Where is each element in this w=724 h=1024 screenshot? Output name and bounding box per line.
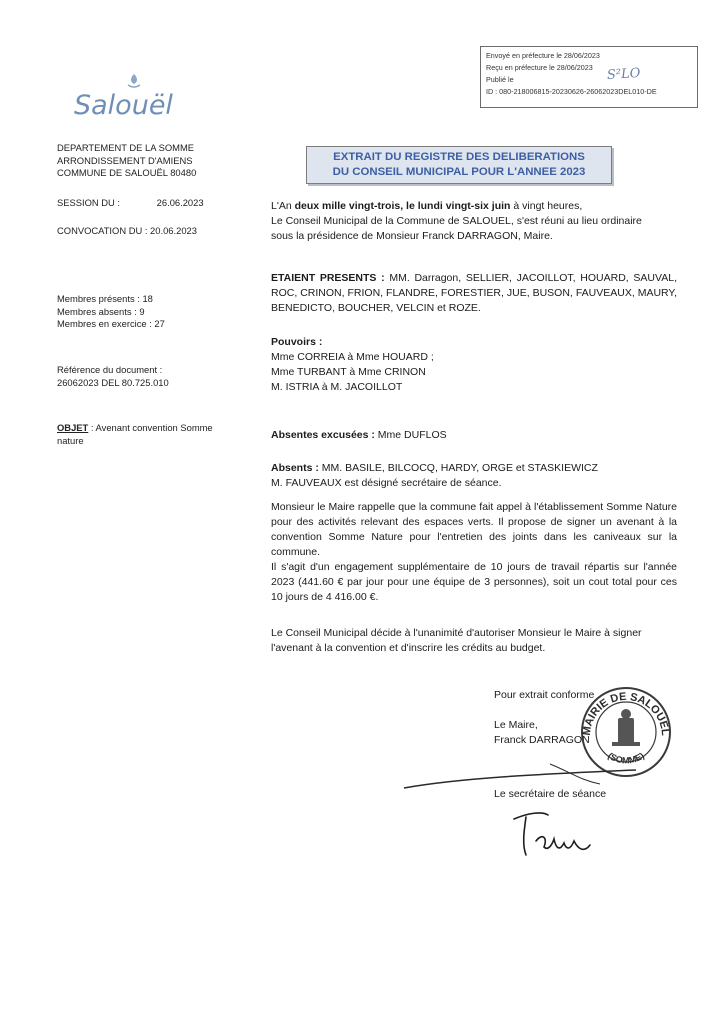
- pouvoir-item: M. ISTRIA à M. JACOILLOT: [271, 381, 403, 393]
- prefecture-box: [480, 46, 698, 108]
- absents-block: [271, 461, 677, 491]
- pouvoir-item: Mme TURBANT à Mme CRINON: [271, 366, 426, 378]
- objet-text: : Avenant convention Somme nature: [57, 422, 213, 446]
- prefecture-id: ID : 080-218006815-20230626-26062023DEL010-DE: [486, 87, 657, 96]
- presents-list: MM. Darragon, SELLIER, JACOILLOT, HOUARD, SAUVAL, ROC, CRINON, FRION, FLANDRE, FORESTIER, JUE, BUSON, FAUVEAUX, MAURY, BENEDICTO, BOUCHER, VELCIN et ROZE.: [271, 272, 677, 314]
- extract-conform: Pour extrait conforme: [494, 689, 595, 701]
- session-date: 26.06.2023: [156, 197, 204, 208]
- session-line: [57, 197, 204, 210]
- secretary-label: Le secrétaire de séance: [494, 788, 607, 800]
- excusees-label: Absentes excusées :: [271, 429, 375, 441]
- prefecture-published: Publié le: [486, 75, 514, 84]
- excusees-text: Mme DUFLOS: [374, 429, 447, 441]
- seal-top-text: MAIRIE DE SALOUEL: [580, 690, 672, 737]
- seal-bottom-text: (SOMME): [606, 750, 646, 766]
- intro-line-2: Le Conseil Municipal de la Commune de SALOUEL, s'est réuni au lieu ordinaire: [271, 215, 642, 227]
- mayor-name: Franck DARRAGON: [494, 734, 590, 746]
- reference-block: [57, 364, 169, 389]
- prefecture-sent: Envoyé en préfecture le 28/06/2023: [486, 51, 600, 60]
- body-paragraph-1: Monsieur le Maire rappelle que la commune fait appel à l'établissement Somme Nature pour des activités relevant des espaces verts. Il propose de signer un avenant à la convention Somme Nature pour l'entretien des joints dans les caniveaux sur la commune.: [271, 501, 677, 558]
- logo-mark-icon: [124, 72, 144, 92]
- dept-line-1: DEPARTEMENT DE LA SOMME: [57, 142, 195, 153]
- title-line-2: DU CONSEIL MUNICIPAL POUR L'ANNEE 2023: [332, 166, 586, 178]
- convocation-line: CONVOCATION DU : 20.06.2023: [57, 225, 197, 236]
- members-absent: Membres absents : 9: [57, 305, 145, 317]
- department-block: [57, 142, 196, 180]
- deliberation-body: [271, 500, 677, 605]
- decision-paragraph: Le Conseil Municipal décide à l'unanimité d'autoriser Monsieur le Maire à signer l'avenant à la convention et d'inscrire les crédits au budget.: [271, 627, 642, 654]
- logo-text: Salouël: [74, 90, 173, 121]
- intro-date: deux mille vingt-trois, le lundi vingt-six juin: [294, 200, 511, 212]
- absents-text: MM. BASILE, BILCOCQ, HARDY, ORGE et STASKIEWICZ: [318, 462, 598, 474]
- reference-label: Référence du document :: [57, 364, 163, 375]
- intro-paragraph: [271, 199, 677, 244]
- dept-line-2: ARRONDISSEMENT D'AMIENS: [57, 154, 193, 166]
- members-block: [57, 293, 165, 331]
- objet-label: OBJET: [57, 422, 89, 433]
- pouvoir-item: Mme CORREIA à Mme HOUARD ;: [271, 351, 434, 363]
- document-title: [306, 146, 612, 184]
- absents-label: Absents :: [271, 462, 319, 474]
- pouvoirs-label: Pouvoirs :: [271, 336, 323, 348]
- presents-label: ETAIENT PRESENTS :: [271, 272, 385, 284]
- prefecture-handwritten-stamp: S²LO: [606, 65, 641, 84]
- presents-paragraph: [271, 271, 677, 316]
- secretary-designation: M. FAUVEAUX est désigné secrétaire de séance.: [271, 477, 502, 489]
- reference-value: 26062023 DEL 80.725.010: [57, 376, 169, 388]
- prefecture-received: Reçu en préfecture le 28/06/2023: [486, 63, 593, 72]
- title-line-1: EXTRAIT DU REGISTRE DES DELIBERATIONS: [333, 151, 585, 163]
- intro-line-3: sous la présidence de Monsieur Franck DARRAGON, Maire.: [271, 230, 553, 242]
- intro-a: L'An: [271, 200, 295, 212]
- members-present: Membres présents : 18: [57, 293, 153, 304]
- intro-c: à vingt heures,: [510, 200, 583, 212]
- excusees-line: [271, 428, 677, 443]
- secretary-signature: [508, 805, 608, 865]
- seal-emblem-icon: [612, 709, 640, 746]
- dept-line-3: COMMUNE DE SALOUËL 80480: [57, 167, 197, 179]
- objet-block: [57, 422, 237, 447]
- mayor-title: Le Maire,: [494, 719, 538, 731]
- session-label: SESSION DU :: [57, 197, 121, 208]
- pouvoirs-block: [271, 335, 677, 395]
- body-paragraph-2: Il s'agit d'un engagement supplémentaire de 10 jours de travail répartis sur l'année 2023 (441.60 € par jour pour une équipe de 3 personnes), soit un cout total pour ces 10 jours de 4 416.00 €.: [271, 561, 677, 603]
- members-exercise: Membres en exercice : 27: [57, 318, 165, 330]
